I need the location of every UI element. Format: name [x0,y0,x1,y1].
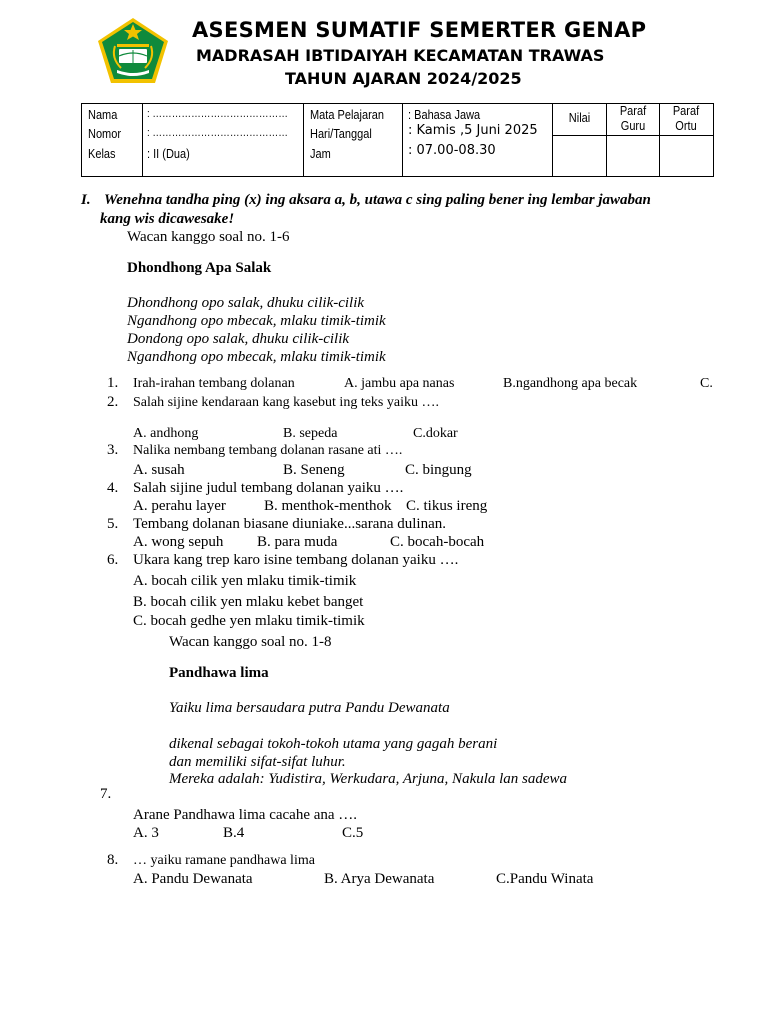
option-c[interactable]: C. bocah-bocah [390,534,485,550]
option-a[interactable]: A. bocah cilik yen mlaku timik-timik [133,573,357,589]
question-text: Irah-irahan tembang dolanan [133,376,295,391]
option-a[interactable]: A. 3 [133,825,159,841]
mapel-value: : Bahasa Jawa [408,108,481,122]
option-b[interactable]: B. para muda [257,534,338,550]
paraf-guru-label: Paraf Guru [619,104,647,133]
instruction-line2: kang wis dicawesake! [100,211,235,227]
option-a[interactable]: A. andhong [133,426,199,441]
nomor-field[interactable]: : …………………………………… [147,127,288,139]
section-numeral: I. [81,192,91,208]
paraf-ortu-label: Paraf Ortu [672,104,700,133]
option-a[interactable]: A. susah [133,462,185,478]
wacan2-intro: Wacan kanggo soal no. 1-8 [169,634,332,650]
question-text: … yaiku ramane pandhawa lima [133,853,315,868]
question-text: Salah sijine judul tembang dolanan yaiku …. [133,480,404,496]
wacan2-line: dikenal sebagai tokoh-tokoh utama yang gagah berani [169,736,498,752]
question-text: Salah sijine kendaraan kang kasebut ing teks yaiku …. [133,395,439,410]
question-text: Arane Pandhawa lima cacahe ana …. [133,807,358,823]
exam-title: ASESMEN SUMATIF SEMERTER GENAP [192,18,647,42]
option-c[interactable]: C.Pandu Winata [496,871,594,887]
option-a[interactable]: A. perahu layer [133,498,226,514]
question-number: 7. [100,786,112,802]
wacan2-line: Yaiku lima bersaudara putra Pandu Dewanata [169,700,450,716]
question-number: 3. [107,442,119,458]
wacan2-line: dan memiliki sifat-sifat luhur. [169,754,346,770]
academic-year: TAHUN AJARAN 2024/2025 [285,69,522,88]
option-b[interactable]: B. menthok-menthok [264,498,392,514]
option-c[interactable]: C. tikus ireng [406,498,488,514]
wacan1-line: Ngandhong opo mbecak, mlaku timik-timik [127,349,386,365]
question-text: Tembang dolanan biasane diuniake...sarana dulinan. [133,516,447,532]
wacan2-line: Mereka adalah: Yudistira, Werkudara, Arjuna, Nakula lan sadewa [169,771,568,787]
question-number: 6. [107,552,119,568]
kelas-value: : II (Dua) [147,147,190,161]
paraf-ortu-box[interactable] [660,136,713,176]
nama-field[interactable]: : …………………………………… [147,108,288,120]
option-c[interactable]: C. bingung [405,462,472,478]
nomor-label: Nomor [88,127,122,141]
option-c[interactable]: C. [700,376,713,391]
hari-value: : Kamis ,5 Juni 2025 [408,123,538,138]
nilai-box[interactable] [553,136,606,176]
option-a[interactable]: A. wong sepuh [133,534,224,550]
option-a[interactable]: A. jambu apa nanas [344,376,455,391]
option-a[interactable]: A. Pandu Dewanata [133,871,253,887]
kelas-label: Kelas [88,147,116,161]
option-c[interactable]: C. bocah gedhe yen mlaku timik-timik [133,613,365,629]
wacan1-title: Dhondhong Apa Salak [127,260,272,276]
instruction-line1: Wenehna tandha ping (x) ing aksara a, b, utawa c sing paling bener ing lembar jawaban [104,192,651,208]
option-c[interactable]: C.5 [342,825,364,841]
nama-label: Nama [88,108,118,122]
hari-label: Hari/Tanggal [310,127,372,141]
option-b[interactable]: B. Seneng [283,462,345,478]
wacan1-line: Ngandhong opo mbecak, mlaku timik-timik [127,313,386,329]
school-name: MADRASAH IBTIDAIYAH KECAMATAN TRAWAS [196,46,605,65]
option-b[interactable]: B. bocah cilik yen mlaku kebet banget [133,594,364,610]
paraf-guru-box[interactable] [607,136,659,176]
question-number: 2. [107,394,119,410]
wacan1-line: Dhondhong opo salak, dhuku cilik-cilik [127,295,365,311]
option-b[interactable]: B.4 [223,825,245,841]
question-text: Ukara kang trep karo isine tembang dolanan yaiku …. [133,552,459,568]
option-b[interactable]: B. Arya Dewanata [324,871,435,887]
question-number: 1. [107,375,119,391]
question-number: 4. [107,480,119,496]
option-b[interactable]: B.ngandhong apa becak [503,376,638,391]
nilai-label: Nilai [568,111,591,125]
jam-label: Jam [310,147,331,161]
question-text: Nalika nembang tembang dolanan rasane ati …. [133,443,403,458]
kemenag-logo-icon [95,16,171,86]
wacan1-line: Dondong opo salak, dhuku cilik-cilik [127,331,350,347]
question-number: 8. [107,852,119,868]
jam-value: : 07.00-08.30 [408,143,496,158]
question-number: 5. [107,516,119,532]
option-c[interactable]: C.dokar [413,426,458,441]
option-b[interactable]: B. sepeda [283,426,338,441]
wacan2-title: Pandhawa lima [169,665,269,681]
wacan1-intro: Wacan kanggo soal no. 1-6 [127,229,290,245]
mapel-label: Mata Pelajaran [310,108,384,122]
